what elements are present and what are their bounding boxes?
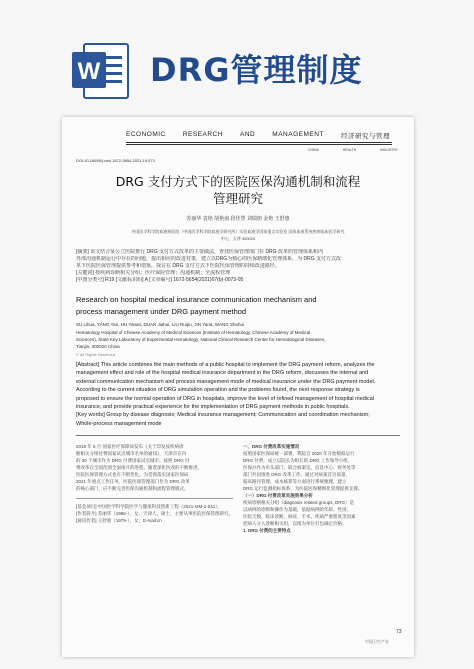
body-line: 医保办作为牵头部门，联合病案室、信息中心、财务处等 — [243, 465, 356, 470]
journal-header-zh: 经济研究与管理 — [340, 133, 390, 140]
body-line: DRG 运行监测指标体系，为医院医保精细化管理提供支撑。 — [243, 486, 363, 491]
body-line: 费改革在全国范围全面推开的进程，随着深化医改的不断推进， — [76, 465, 202, 470]
word-document-icon — [70, 40, 132, 102]
body-line: 的 30 个城市作为 DRG 付费国家试点城市。按照 DRG 付 — [76, 458, 190, 463]
word-icon-letter: W — [77, 58, 101, 85]
abstract-en-line: management effect and role of the hospital medical insurance department in the DRG reform, discusses the internal and — [76, 370, 369, 377]
body-line: 以病例的诊断和操作为基础，依据病例的年龄、性别、 — [243, 507, 351, 512]
body-line: 2021 年重点工作任务，医院医保管理部门作为 DRG 改革 — [76, 479, 190, 484]
affiliation-en-1: Hematology Hospital of Chinese Academy of Medical Sciences (Institute of Hematology, Chinese Academy of Medical — [76, 330, 311, 335]
body-line: 的核心部门，应不断完善医保沟通机制和流程管理模式。 — [76, 486, 189, 491]
classification-line: [中图分类号] R19 [文献标识码] A [文章编号] 1672-5654(2021)07(b)-0073-05 — [76, 277, 244, 283]
journal-header-economic: ECONOMIC — [126, 131, 166, 138]
journal-header-and: AND — [240, 131, 256, 138]
footnote-divider — [76, 498, 233, 499]
abstract-zh-line: 外部沟通机制运行中存在的问题，提出相应的改进对策，建立以DRG为核心的医保精细化管理体系，为 DRG 支付方式改 — [76, 256, 342, 262]
affiliation-en-3: Tianjin, 300020 China — [76, 344, 120, 349]
abstract-zh-line: 革下医院医保管理提供参考和借鉴，探讨在 DRG 支付方式下医院医保管理的持续改进路径。 — [76, 263, 280, 269]
paper-title-en-line1: Research on hospital medical insurance communication mechanism and — [76, 295, 317, 304]
abstract-en-line: proposed to ensure the normal operation of DRG in hospitals, improve the level of refined management of hospital medical — [76, 395, 375, 402]
subsection-heading: （一）DRG 付费改革实施效果分析 — [243, 493, 313, 498]
affiliation-zh-2: 中心，天津 300020 — [220, 236, 256, 241]
paper-preview — [62, 117, 414, 657]
journal-sub-item: INDUSTRY — [380, 148, 398, 152]
authors-en: SU Lihua, YANG Yan, HU Yanan, DUAN Jiahui, LIU Ruipu, JIN Yana, WANG Shuhui — [76, 322, 244, 327]
journal-header-research: RESEARCH — [182, 131, 223, 138]
page-title: DRG管理制度 — [150, 51, 363, 89]
abstract-zh — [76, 249, 400, 284]
abstract-en — [76, 361, 400, 428]
section-divider — [76, 435, 400, 436]
journal-sub-item: CHINA — [308, 148, 319, 152]
abstract-en-line: external communication mechanism and process management mode of medical insurance under the DRG payment model. — [76, 378, 376, 385]
body-column-right — [243, 443, 400, 534]
keywords-en: Whole-process management mode — [76, 420, 162, 427]
watermark-text: © All Rights Reserved — [76, 352, 115, 357]
paper-title-zh-line2: 管理研究 — [212, 191, 263, 206]
body-line: 住院天数、临床诊断、病症、手术、疾病严重程度等因素 — [243, 514, 356, 519]
page-number: 73 — [396, 629, 402, 635]
affiliation-en-2: Sciences), State Key Laboratory of Experimental Hematology, National Clinical Research Center for Hematological Diseases, — [76, 337, 326, 342]
journal-rule — [126, 142, 392, 143]
body-line: 医院医保管理方式也在不断变化。为贯彻落实国家医保局 — [76, 472, 189, 477]
doi-line: DOI:10.16659/j.cnki.1672-5654.2021.19.073 — [76, 158, 155, 163]
paper-title-en-line2: process management under DRG payment method — [76, 307, 247, 316]
journal-footer: 中国卫生产业 — [365, 639, 389, 644]
abstract-en-line: According to the current situation of DRG simulation operation and the problems found, the next response strategy is — [76, 387, 360, 394]
paper-title-en — [76, 294, 400, 318]
affiliation-zh-1: 中国医学科学院血液病医院（中国医学科学院血液学研究所）实验血液学国家重点实验室 国家血液系统疾病临床医学研究 — [131, 229, 345, 234]
body-line: 疾病诊断相关分组（diagnosis related groups, DRG）是 — [243, 500, 355, 505]
footnote-line: [基金项目] 中国医学科学院医学与健康科技创新工程（2021-I2M-1-041）。 — [76, 504, 223, 509]
abstract-en-line: insurance, and provide practical experience for the implementation of DRG payment methods in public hospitals. — [76, 404, 350, 411]
abstract-zh-line: [摘要] 该文结合某公立医院推行 DRG 支付方式改革的主要做法，查找医保管理部门在 DRG 改革的管理体系和内 — [76, 249, 323, 255]
body-line: DRG 付费，成立以院长为组长的 DRG 工作领导小组， — [243, 458, 353, 463]
journal-header-management: MANAGEMENT — [272, 131, 324, 138]
document-header — [0, 0, 474, 110]
body-column-left — [76, 443, 233, 524]
authors-zh: 苏丽华 袁艳 胡艳南 段佳慧 刘瑞朋 金艳 王舒惠 — [186, 216, 290, 222]
footnote-line: [通讯作者] 王舒惠（1979-），女，E-mail:cn — [76, 518, 162, 523]
section-heading: 一、DRG 付费改革实施情况 — [243, 444, 300, 449]
body-line: 按照国家医保局统一部署，我院自 2020 年开始模拟运行 — [243, 451, 355, 456]
subsection-heading: 1. DRG 付费的主要特点 — [243, 528, 291, 533]
paper-title-zh — [76, 173, 400, 207]
journal-header — [126, 131, 390, 140]
body-line: 断相关分组付费国家试点城市名单的通知》，天津市在内 — [76, 451, 187, 456]
keywords-en: [Key words] Group by disease diagnosis; Medical insurance management; Communication and coordination mechanism; — [76, 412, 370, 419]
body-line: 部门共同推进 DRG 改革工作。通过对病案首页质量、 — [243, 472, 350, 477]
footnote-line: [作者简介] 苏丽华（1986-），女，天津人，硕士，主要从事医院医保管理研究。 — [76, 511, 233, 516]
body-line: 临床路径管理、成本核算等方面进行系统梳理，建立 — [243, 479, 347, 484]
body-line: 2019 年 5 月 国家医疗保障局发布《关于印发按疾病诊 — [76, 444, 184, 449]
journal-subheader — [308, 148, 398, 152]
abstract-en-line: [Abstract] This article combines the main methods of a public hospital to implement the DRG payment reform, analyzes the — [76, 362, 375, 368]
body-line: 把病人分入诊断相关组，以组为单位打包确定价格。 — [243, 521, 347, 526]
journal-sub-item: HEALTH — [342, 148, 357, 152]
keywords-zh: [关键词] 按疾病诊断相关分组；医疗保险管理；沟通机制；全流程管理 — [76, 270, 231, 276]
journal-rule — [126, 144, 392, 145]
paper-title-zh-line1: DRG 支付方式下的医院医保沟通机制和流程 — [115, 174, 361, 189]
